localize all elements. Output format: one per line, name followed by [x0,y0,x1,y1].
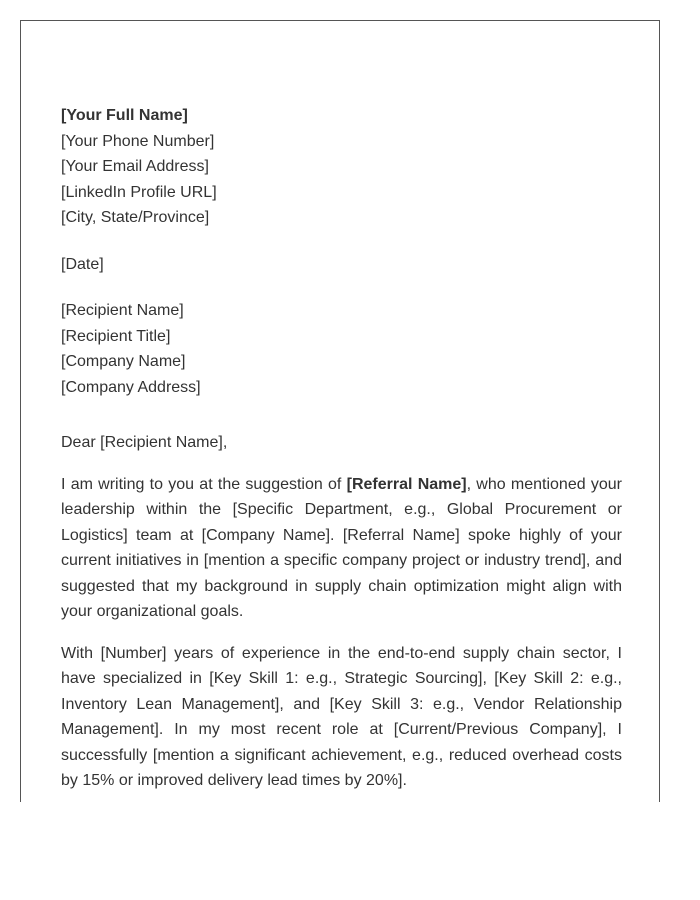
body-paragraph-1 [61,472,622,625]
paragraph-1-rest: , who mentioned your leadership within the [Specific Department, e.g., Global Procurement or Logistics] team at [Company Name]. [Referral Name] spoke highly of your current initiatives in [mention a specific company project or industry trend], and suggested that my background in supply chain optimization might align with your organizational goals. [61,475,623,620]
sender-block [61,103,622,231]
recipient-address: [Company Address] [61,378,201,396]
body-paragraph-2: With [Number] years of experience in the end-to-end supply chain sector, I have specialized in [Key Skill 1: e.g., Strategic Sourcing], [Key Skill 2: e.g., Inventory Lean Management], and [Key Skill 3: e.g., Vendor Relationship Management]. In my most recent role at [Current/Previous Company], I successfully [mention a significant achievement, e.g., reduced overhead costs by 15% or improved delivery lead times by 20%]. [61,644,622,789]
recipient-block [61,298,622,400]
recipient-title: [Recipient Title] [61,327,171,345]
sender-email: [Your Email Address] [61,158,209,175]
letter-page [20,20,660,802]
recipient-name: [Recipient Name] [61,302,184,319]
sender-linkedin: [LinkedIn Profile URL] [61,183,217,201]
sender-name: [Your Full Name] [61,107,188,124]
letter-date: [Date] [61,255,104,273]
recipient-company: [Company Name] [61,353,186,370]
letter-content [61,103,622,794]
salutation: Dear [Recipient Name], [61,434,228,451]
paragraph-1-intro: I am writing to you at the suggestion of [61,475,347,493]
sender-phone: [Your Phone Number] [61,132,215,150]
sender-location: [City, State/Province] [61,209,210,226]
referral-name: [Referral Name] [346,475,467,493]
